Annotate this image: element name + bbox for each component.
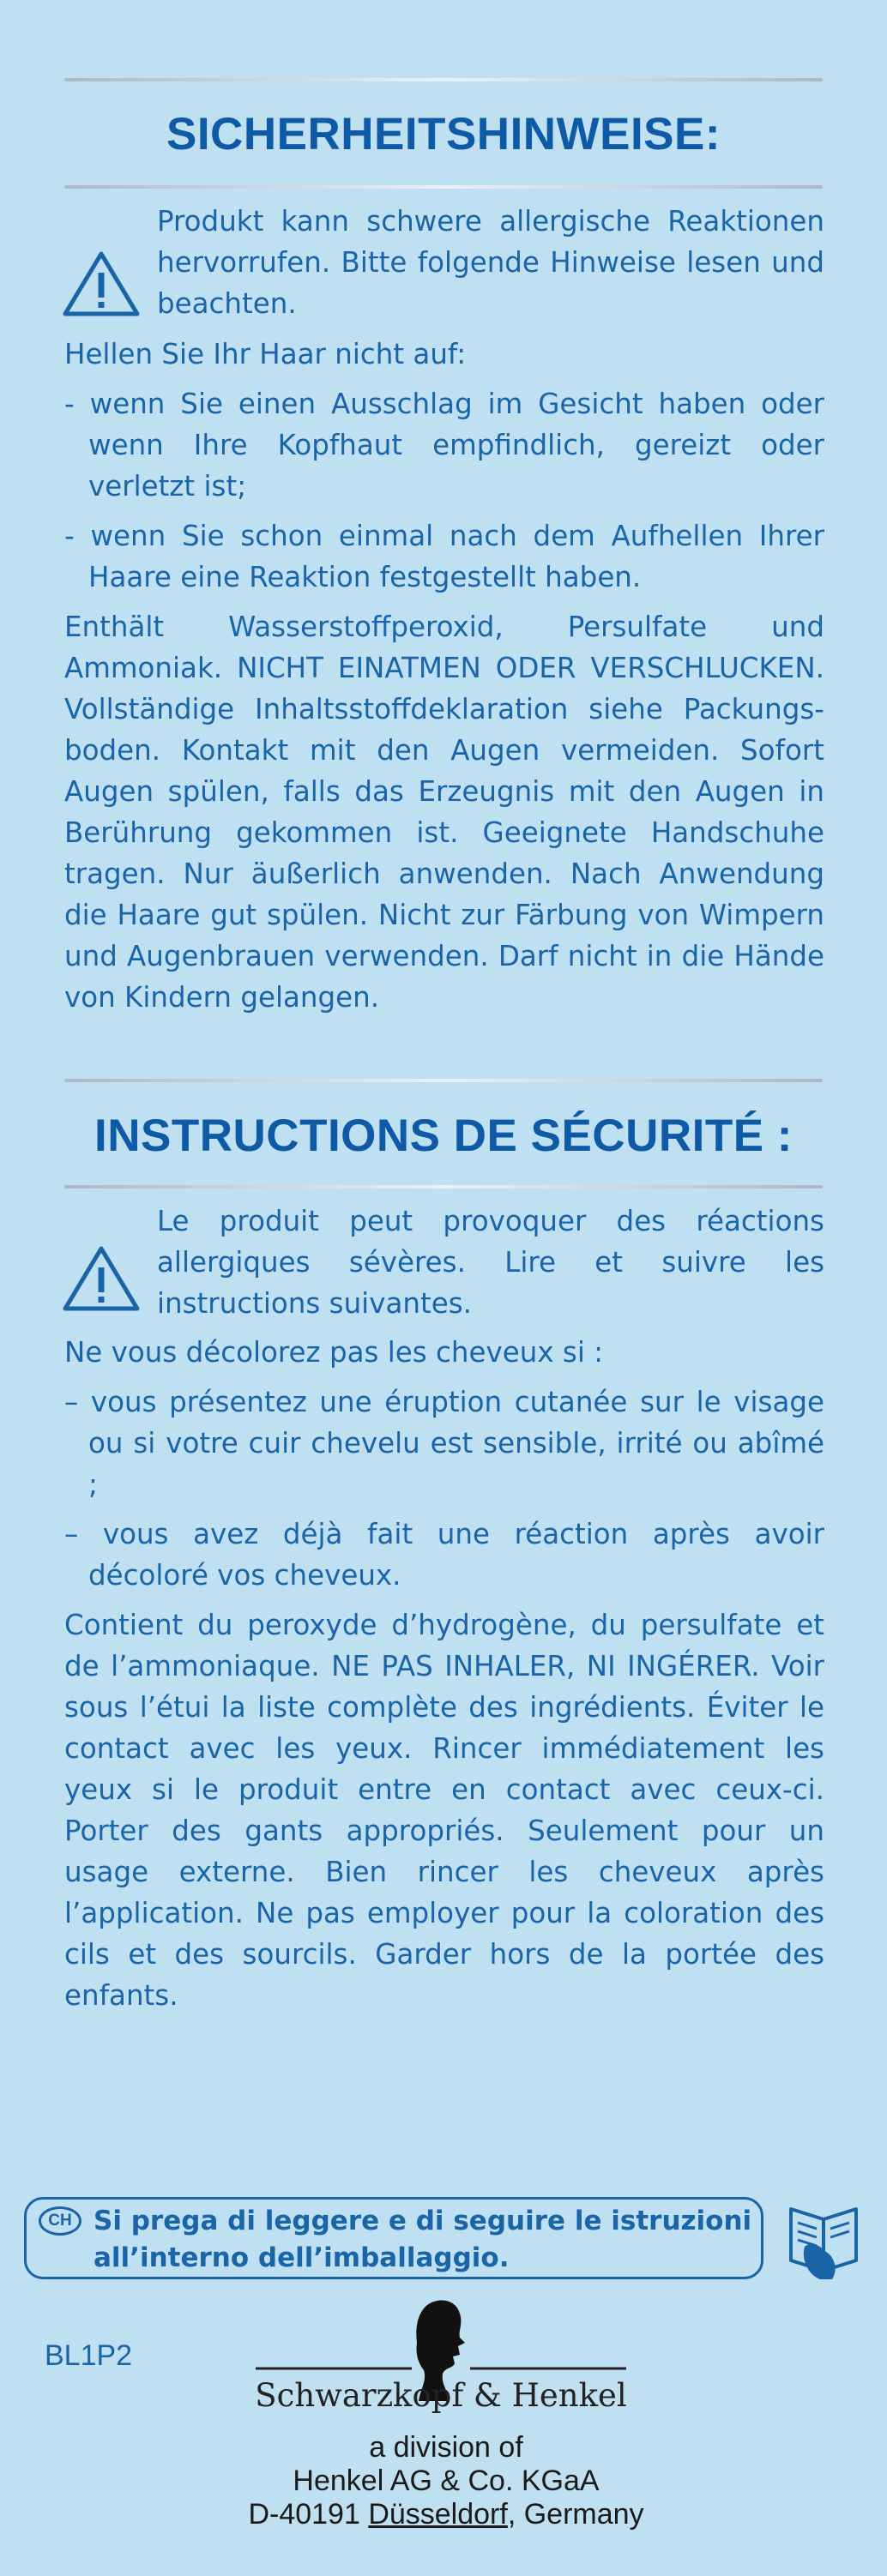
divider [64, 1079, 823, 1082]
german-warning-text: Produkt kann schwere allergische Reaktionen hervorrufen. Bitte folgende Hinweise lesen und beachten. [157, 205, 824, 320]
german-body-text: Enthält Wasserstoffperoxid, Persulfate und Ammoniak. NICHT EINATMEN ODER VERSCHLUCKEN. Vollständige Inhaltsstoffdeklaration siehe Packungs-boden. Kontakt mit den Augen vermeiden. Sofort Augen spülen, falls das Erzeugnis mit den Augen in Berührung gekommen ist. Geeignete Handschuhe tragen. Nur äußerlich anwenden. Nach Anwendung die Haare gut spülen. Nicht zur Färbung von Wimpern und Augenbrauen verwenden. Darf nicht in die Hände von Kindern gelangen. [64, 611, 824, 1014]
swiss-note-text: Si prega di leggere e di seguire le istruzioni all’interno dell’imballaggio. [94, 2206, 752, 2273]
divider [64, 185, 823, 189]
german-body-block [64, 334, 824, 1018]
product-code: BL1P2 [45, 2339, 133, 2372]
brand-name: Schwarzkopf & Henkel [255, 2377, 627, 2414]
french-condition-2: – vous avez déjà fait une réaction après avoir décoloré vos cheveux. [64, 1518, 824, 1592]
company-line: Henkel AG & Co. KGaA [293, 2465, 600, 2497]
country: , Germany [507, 2498, 644, 2531]
warning-triangle-icon [62, 249, 141, 317]
german-condition-1: - wenn Sie einen Ausschlag im Gesicht haben oder wenn Ihre Kopfhaut empfindlich, gereizt oder verletzt ist; [64, 388, 824, 503]
divider [64, 1185, 823, 1189]
german-intro: Hellen Sie Ihr Haar nicht auf: [64, 338, 467, 370]
address-line [154, 2497, 738, 2532]
french-warning-text: Le produit peut provoquer des réactions allergiques sévères. Lire et suivre les instructions suivantes. [157, 1205, 824, 1320]
divider-top [64, 78, 823, 81]
german-condition-2: - wenn Sie schon einmal nach dem Aufhellen Ihrer Haare eine Reaktion festgestellt haben. [64, 520, 824, 593]
ch-country-badge: CH [39, 2206, 81, 2236]
french-body-text: Contient du peroxyde d’hydrogène, du persulfate et de l’ammoniaque. NE PAS INHALER, NI INGÉRER. Voir sous l’étui la liste complète des ingrédients. Éviter le contact avec les yeux. Rincer immédiatement les yeux si le produit entre en contact avec ceux-ci. Porter des gants appropriés. Seulement pour un usage externe. Bien rincer les cheveux après l’application. Ne pas employer pour la coloration des cils et des sourcils. Garder hors de la portée des enfants. [64, 1609, 824, 2012]
german-heading: SICHERHEITSHINWEISE: [166, 109, 721, 159]
french-condition-1: – vous présentez une éruption cutanée sur le visage ou si votre cuir chevelu est sensible, irrité ou abîmé ; [64, 1386, 824, 1501]
read-manual-icon [782, 2194, 865, 2283]
warning-triangle-icon [62, 1243, 141, 1312]
french-body-block [64, 1332, 824, 2016]
postcode: D-40191 [248, 2498, 360, 2531]
city: Düsseldorf [368, 2498, 508, 2531]
swiss-note-box [24, 2197, 763, 2279]
french-heading: INSTRUCTIONS DE SÉCURITÉ : [94, 1110, 793, 1161]
division-line: a division of [369, 2431, 523, 2464]
french-intro: Ne vous décolorez pas les cheveux si : [64, 1336, 604, 1369]
